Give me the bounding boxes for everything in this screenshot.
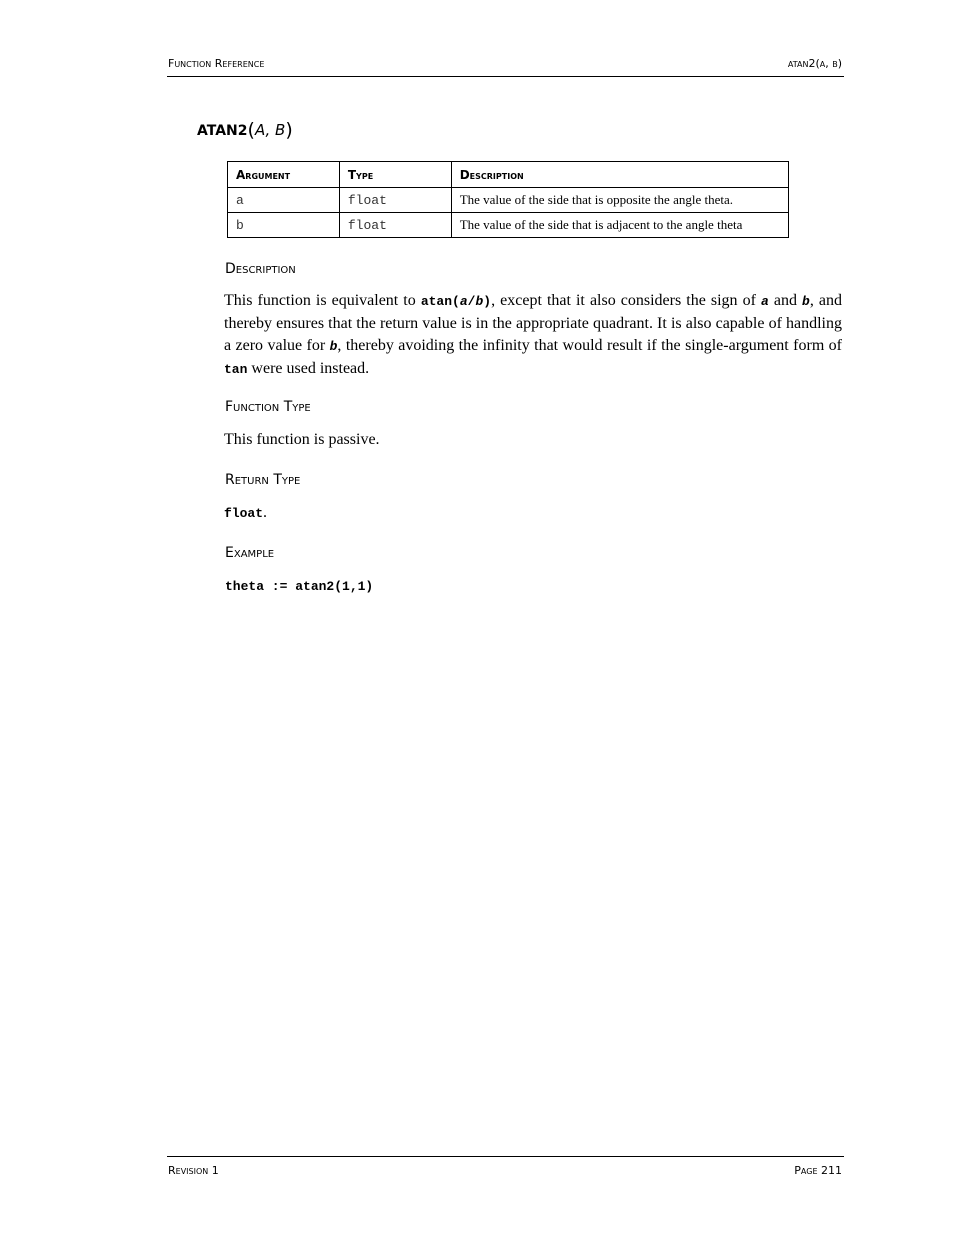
return-type-suffix: . [263,504,268,521]
function-args: A, B [254,121,286,139]
close-paren: ) [285,119,293,141]
function-heading [197,118,293,143]
function-name: ATAN2 [197,123,248,139]
inline-code-arg: b [475,294,484,309]
description-cell: The value of the side that is opposite the angle theta. [451,188,788,213]
type-cell: float [339,213,451,238]
table-row [228,213,789,238]
inline-code: / [467,294,476,309]
description-text: This function is equivalent to [224,292,421,309]
inline-code: atan( [420,294,460,309]
inline-code-arg: b [329,339,338,354]
column-header-type: Type [339,162,451,188]
return-type-paragraph [224,502,842,525]
running-footer [167,1156,844,1181]
open-paren: ( [247,119,255,141]
column-header-description: Description [451,162,788,188]
header-function-name: atan2(a, b) [787,57,842,70]
description-text: and [768,292,803,309]
description-text: were used instead. [247,360,370,377]
description-heading: Description [225,261,296,277]
description-text: , thereby avoiding the infinity that would result if the single-argument form of [337,337,843,354]
function-type-text: This function is passive. [224,431,380,448]
argument-cell: a [228,188,340,213]
inline-code-arg: a [760,294,769,309]
return-type-value: float [224,506,264,521]
column-header-argument: Argument [228,162,340,188]
example-code: theta := atan2(1,1) [225,579,374,594]
function-type-heading: Function Type [225,399,311,415]
footer-page-number: Page 211 [794,1164,842,1177]
argument-cell: b [228,213,340,238]
running-header [167,56,844,77]
type-cell: float [339,188,451,213]
header-section-title: Function Reference [168,57,265,70]
inline-code-arg: b [802,294,810,309]
description-paragraph [224,290,842,381]
table-row [228,188,789,213]
footer-revision: Revision 1 [168,1164,219,1177]
inline-code-arg: a [459,294,468,309]
description-text: , and thereby ensures that the return value is in the appropriate quadrant. It is also capable of handling a zero value for [224,292,842,354]
description-cell: The value of the side that is adjacent to the angle theta [451,213,788,238]
return-type-heading: Return Type [225,472,301,488]
inline-code: tan [224,362,248,377]
example-heading: Example [225,545,275,561]
table-header-row [228,162,789,188]
arguments-table [227,161,789,238]
description-text: , except that it also considers the sign of [491,292,761,309]
inline-code: ) [483,294,492,309]
